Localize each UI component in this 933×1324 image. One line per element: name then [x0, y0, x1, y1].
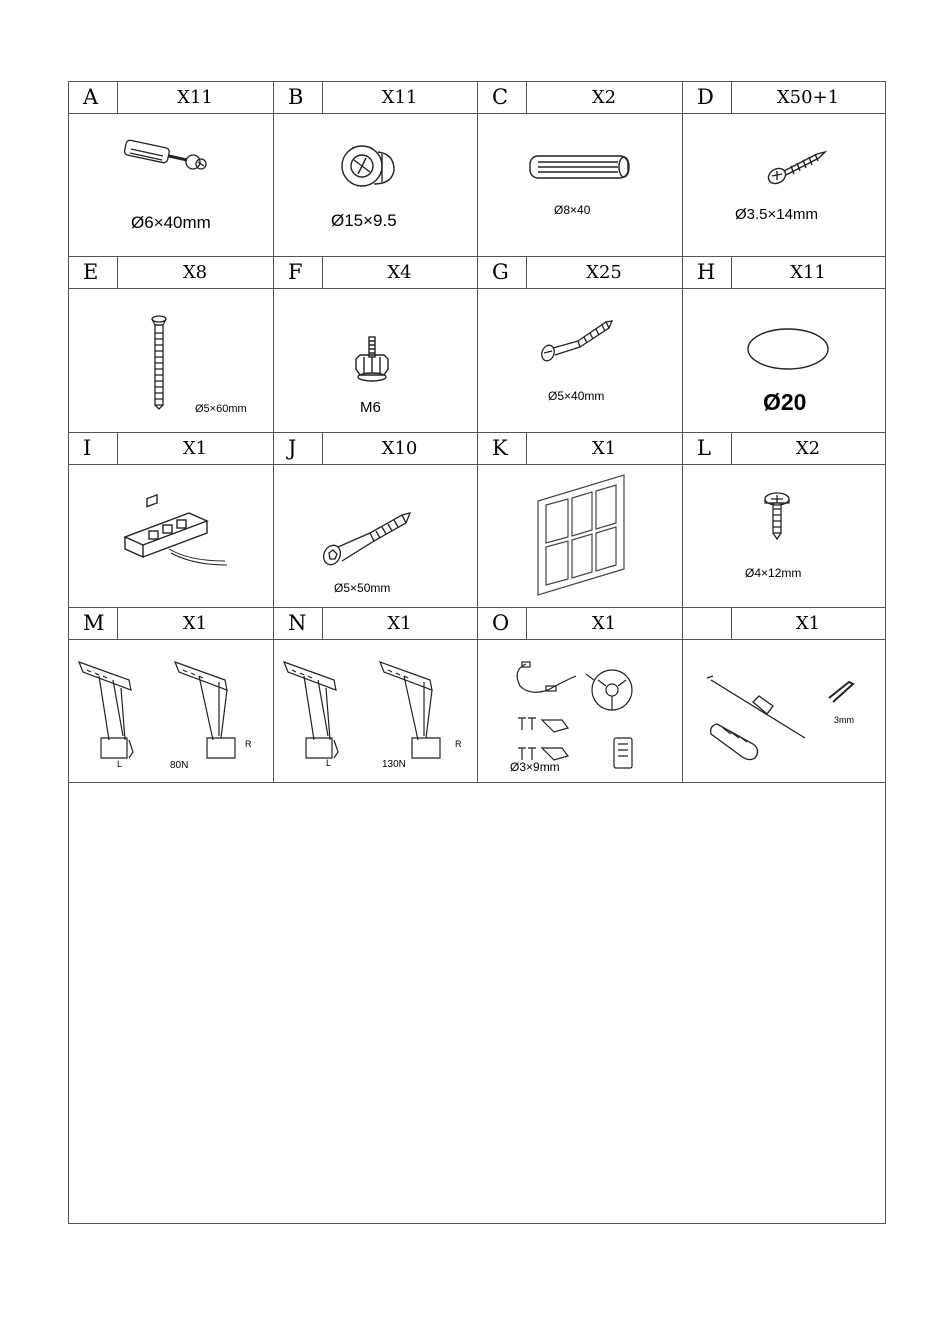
part-letter: B: [288, 85, 304, 109]
part-quantity: X11: [381, 87, 418, 108]
part-cell-b: [274, 82, 477, 256]
part-letter: I: [83, 436, 92, 460]
lift-left-label: L: [117, 759, 123, 769]
part-letter: J: [288, 436, 297, 460]
part-cell-tools: [683, 608, 885, 782]
part-cell-d: [683, 82, 885, 256]
part-cell-g: [478, 257, 682, 432]
part-letter: O: [492, 611, 510, 635]
part-size: Ø8×40: [554, 203, 591, 217]
part-size: Ø4×12mm: [745, 566, 802, 580]
part-letter: N: [288, 611, 307, 635]
part-size: Ø15×9.5: [331, 211, 397, 230]
part-quantity: X1: [591, 613, 617, 634]
part-quantity: X1: [182, 613, 208, 634]
cam-lock-icon: [274, 114, 477, 256]
part-quantity: X4: [387, 262, 412, 283]
lift-force-label: 130N: [382, 759, 406, 770]
part-cell-i: [69, 433, 273, 607]
part-quantity: X1: [591, 438, 617, 459]
part-size: Ø6×40mm: [131, 213, 211, 232]
part-size: Ø5×40mm: [548, 389, 605, 403]
part-quantity: X25: [586, 262, 622, 283]
part-cell-c: [478, 82, 682, 256]
part-letter: E: [83, 260, 99, 284]
part-letter: A: [83, 85, 99, 109]
part-letter: M: [83, 611, 105, 635]
part-letter: [683, 608, 731, 639]
part-quantity: X8: [182, 262, 208, 283]
part-quantity: X2: [591, 87, 617, 108]
part-cell-n: [274, 608, 477, 782]
tools-icon: [683, 640, 885, 782]
part-cell-l: [683, 433, 885, 607]
part-quantity: X2: [795, 438, 821, 459]
part-cell-h: [683, 257, 885, 432]
confirmat-screw-icon: [478, 289, 682, 431]
part-letter: H: [697, 260, 716, 284]
part-size: Ø5×60mm: [195, 403, 247, 415]
part-size: Ø3×9mm: [510, 760, 560, 774]
part-quantity: X50+1: [776, 87, 840, 108]
blank-notes-area: [69, 783, 885, 1223]
lift-force-label: 80N: [170, 760, 189, 771]
power-socket-icon: [69, 465, 273, 607]
part-size: M6: [360, 399, 381, 416]
part-size: Ø20: [763, 389, 807, 415]
sticker-sheet-icon: [478, 465, 682, 607]
part-letter: D: [697, 85, 714, 109]
wood-screw-icon: [683, 114, 885, 256]
part-quantity: X1: [387, 613, 412, 634]
part-quantity: X1: [182, 438, 208, 459]
lift-right-label: R: [245, 739, 252, 749]
flange-screw-icon: [683, 465, 885, 607]
parts-list-sheet: [68, 81, 886, 1224]
part-letter: K: [492, 436, 508, 460]
part-letter: C: [492, 85, 509, 109]
lift-mechanism-icon: [274, 640, 477, 782]
part-cell-j: [274, 433, 477, 607]
cam-bolt-icon: [69, 114, 273, 256]
part-letter: F: [288, 260, 303, 284]
wood-dowel-icon: [478, 114, 682, 256]
part-quantity: X11: [790, 262, 826, 283]
part-cell-e: [69, 257, 273, 432]
part-cell-k: [478, 433, 682, 607]
part-cell-a: [69, 82, 273, 256]
part-letter: L: [697, 436, 711, 460]
part-quantity: X1: [795, 613, 821, 634]
part-cell-f: [274, 257, 477, 432]
lift-left-label: L: [326, 758, 332, 768]
part-quantity: X11: [177, 87, 213, 108]
part-cell-m: [69, 608, 273, 782]
led-strip-kit-icon: [478, 640, 682, 782]
part-size: Ø5×50mm: [334, 581, 391, 595]
lift-right-label: R: [455, 739, 462, 749]
part-letter: G: [492, 260, 509, 284]
hex-key-size-label: 3mm: [834, 715, 854, 725]
part-cell-o: [478, 608, 682, 782]
part-size: Ø3.5×14mm: [735, 206, 818, 223]
part-quantity: X10: [381, 438, 418, 459]
